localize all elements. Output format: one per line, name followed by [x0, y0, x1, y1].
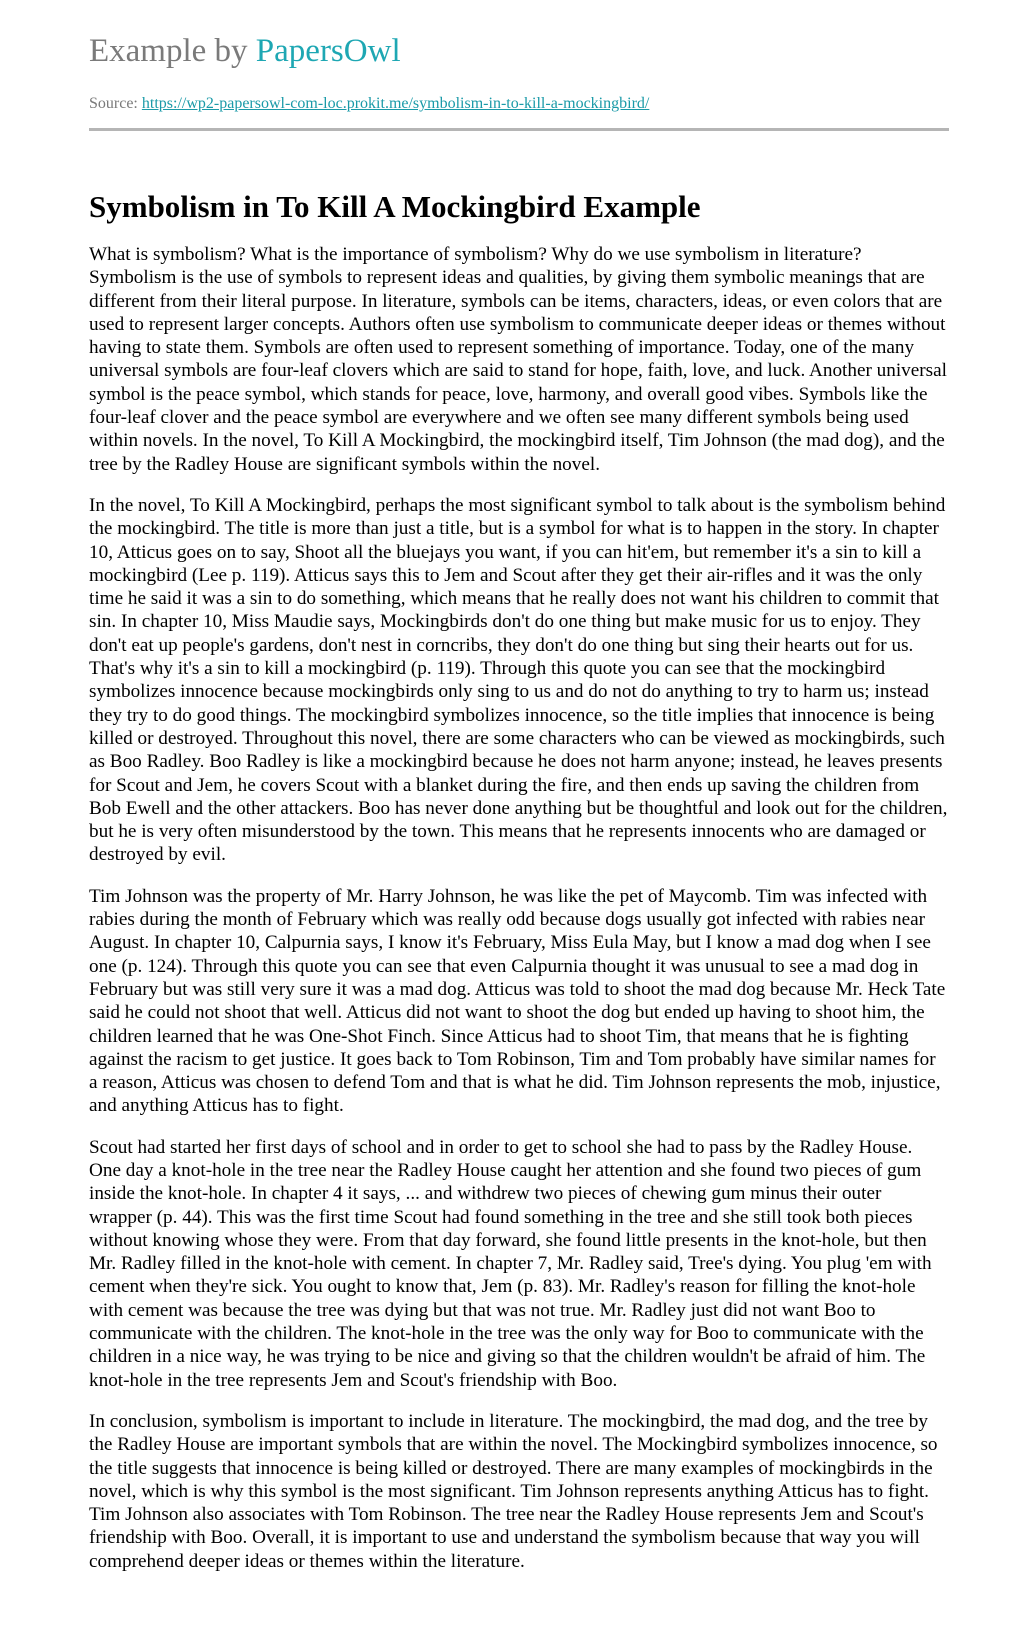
paragraph-radley-tree: Scout had started her first days of school and in order to get to school she had to pass by the Radley House. One day a knot-hole in the tree near the Radley House caught her attention and she found two pieces of gum inside the knot-hole. In chapter 4 it says, ... and withdrew two pieces of chewing gum minus their outer wrapper (p. 44). This was the first time Scout had found something in the tree and she still took both pieces without knowing whose they were. From that day forward, she found little presents in the knot-hole, but then Mr. Radley filled in the knot-hole with cement. In chapter 7, Mr. Radley said, Tree's dying. You plug 'em with cement when they're sick. You ought to know that, Jem (p. 83). Mr. Radley's reason for filling the knot-hole with cement was because the tree was dying but that was not true. Mr. Radley just did not want Boo to communicate with the children. The knot-hole in the tree was the only way for Boo to communicate with the children in a nice way, he was trying to be nice and giving so that the children wouldn't be afraid of him. The knot-hole in the tree represents Jem and Scout's friendship with Boo. — [89, 1136, 932, 1391]
article-body — [89, 243, 948, 1573]
site-brand — [89, 29, 948, 73]
paragraph-introduction: What is symbolism? What is the importance of symbolism? Why do we use symbolism in literature? Symbolism is the use of symbols to represent ideas and qualities, by giving them symbolic meanings that are different from their literal purpose. In literature, symbols can be items, characters, ideas, or even colors that are used to represent larger concepts. Authors often use symbolism to communicate deeper ideas or themes without having to state them. Symbols are often used to represent something of importance. Today, one of the many universal symbols are four-leaf clovers which are said to stand for hope, faith, love, and luck. Another universal symbol is the peace symbol, which stands for peace, love, harmony, and overall good vibes. Symbols like the four-leaf clover and the peace symbol are everywhere and we often see many different symbols being used within novels. In the novel, To Kill A Mockingbird, the mockingbird itself, Tim Johnson (the mad dog), and the tree by the Radley House are significant symbols within the novel. — [89, 244, 947, 475]
document-page — [89, 0, 948, 1591]
brand-prefix: Example by — [89, 33, 256, 69]
brand-name: PapersOwl — [255, 33, 401, 69]
source-line — [89, 94, 948, 114]
header-divider — [89, 128, 949, 131]
source-label: Source: — [89, 95, 142, 112]
source-link[interactable]: https://wp2-papersowl-com-loc.prokit.me/symbolism-in-to-kill-a-mockingbird/ — [141, 95, 650, 112]
paragraph-mockingbird: In the novel, To Kill A Mockingbird, perhaps the most significant symbol to talk about is the symbolism behind the mockingbird. The title is more than just a title, but is a symbol for what is to happen in the story. In chapter 10, Atticus goes on to say, Shoot all the bluejays you want, if you can hit'em, but remember it's a sin to kill a mockingbird (Lee p. 119). Atticus says this to Jem and Scout after they get their air-rifles and it was the only time he said it was a sin to do something, which means that he really does not want his children to commit that sin. In chapter 10, Miss Maudie says, Mockingbirds don't do one thing but make music for us to enjoy. They don't eat up people's gardens, don't nest in corncribs, they don't do one thing but sing their hearts out for us. That's why it's a sin to kill a mockingbird (p. 119). Through this quote you can see that the mockingbird symbolizes innocence because mockingbirds only sing to us and do not do anything to try to harm us; instead they try to do good things. The mockingbird symbolizes innocence, so the title implies that innocence is being killed or destroyed. Throughout this novel, there are some characters who can be viewed as mockingbirds, such as Boo Radley. Boo Radley is like a mockingbird because he does not harm anyone; instead, he leaves presents for Scout and Jem, he covers Scout with a blanket during the fire, and then ends up saving the children from Bob Ewell and the other attackers. Boo has never done anything but be thoughtful and look out for the children, but he is very often misunderstood by the town. This means that he represents innocents who are damaged or destroyed by evil. — [89, 494, 948, 866]
paragraph-conclusion: In conclusion, symbolism is important to include in literature. The mockingbird, the mad dog, and the tree by the Radley House are important symbols that are within the novel. The Mockingbird symbolizes innocence, so the title suggests that innocence is being killed or destroyed. There are many examples of mockingbirds in the novel, which is why this symbol is the most significant. Tim Johnson represents anything Atticus has to fight. Tim Johnson also associates with Tom Robinson. The tree near the Radley House represents Jem and Scout's friendship with Boo. Overall, it is important to use and understand the symbolism because that way you will comprehend deeper ideas or themes within the literature. — [89, 1410, 938, 1572]
paragraph-tim-johnson: Tim Johnson was the property of Mr. Harry Johnson, he was like the pet of Maycomb. Tim was infected with rabies during the month of February which was really odd because dogs usually got infected with rabies near August. In chapter 10, Calpurnia says, I know it's February, Miss Eula May, but I know a mad dog when I see one (p. 124). Through this quote you can see that even Calpurnia thought it was unusual to see a mad dog in February but was still very sure it was a mad dog. Atticus was told to shoot the mad dog because Mr. Heck Tate said he could not shoot that well. Atticus did not want to shoot the dog but ended up having to shoot him, the children learned that he was One-Shot Finch. Since Atticus had to shoot Tim, that means that he is fighting against the racism to get justice. It goes back to Tom Robinson, Tim and Tom probably have similar names for a reason, Atticus was chosen to defend Tom and that is what he did. Tim Johnson represents the mob, injustice, and anything Atticus has to fight. — [89, 885, 946, 1117]
article-title: Symbolism in To Kill A Mockingbird Example — [89, 189, 701, 224]
